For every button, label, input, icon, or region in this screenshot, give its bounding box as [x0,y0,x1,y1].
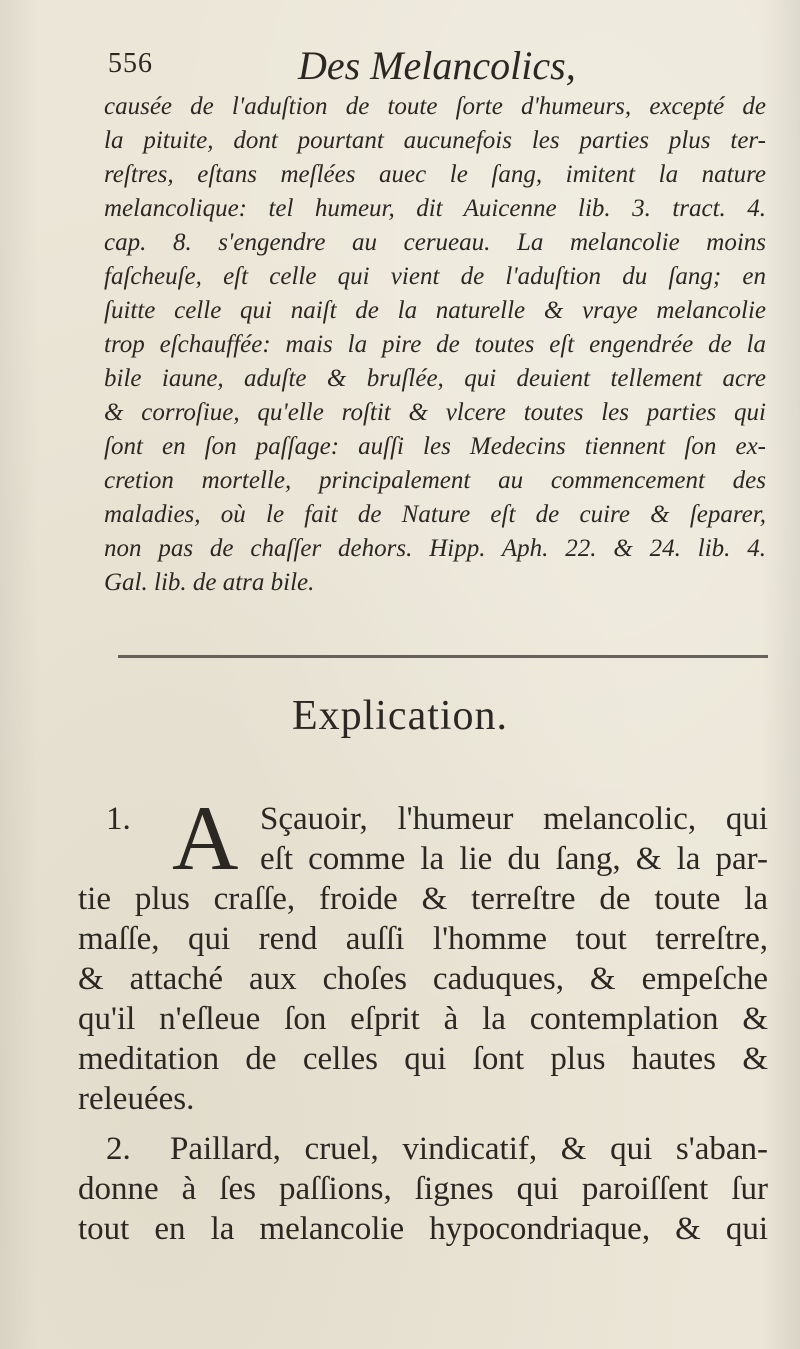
note-line: la pituite, dont pourtant aucunefois les parties plus ter- [104,127,766,154]
body-line: releuées. [78,1081,195,1117]
note-line: cretion mortelle, principalement au commencement des [104,467,766,494]
note-line: maladies, où le fait de Nature eſt de cuire & ſeparer, [104,501,766,528]
section-divider [118,655,768,658]
note-line: & corroſiue, qu'elle roſtit & vlcere toutes les parties qui [104,399,766,426]
note-line: melancolique: tel humeur, dit Auicenne lib. 3. tract. 4. [104,195,766,222]
note-line: faſcheuſe, eſt celle qui vient de l'aduſtion du ſang; en [104,263,766,290]
body-line: & attaché aux choſes caduques, & empeſche [78,961,768,997]
page-number: 556 [108,48,153,79]
body-line: tie plus craſſe, froide & terreſtre de toute la [78,881,768,917]
running-title: Des Melancolics, [298,43,576,88]
note-line: ſuitte celle qui naiſt de la naturelle & vraye melancolie [104,297,766,324]
body-line: eſt comme la lie du ſang, & la par- [260,841,768,877]
note-line: Gal. lib. de atra bile. [104,569,315,596]
body-line: donne à ſes paſſions, ſignes qui paroiſſent ſur [78,1171,768,1207]
note-line: non pas de chaſſer dehors. Hipp. Aph. 22. & 24. lib. 4. [104,535,766,562]
note-line: cap. 8. s'engendre au cerueau. La melancolie moins [104,229,766,256]
italic-note [104,92,766,612]
note-line: trop eſchauffée: mais la pire de toutes eſt engendrée de la [104,331,766,358]
section-title: Explication. [291,693,509,739]
note-line: causée de l'aduſtion de toute ſorte d'humeurs, excepté de [104,93,766,120]
note-line: reſtres, eſtans meſlées auec le ſang, imitent la nature [104,161,766,188]
body-line: qu'il n'eſleue ſon eſprit à la contemplation & [78,1001,768,1037]
note-line: ſont en ſon paſſage: auſſi les Medecins tiennent ſon ex- [104,433,766,460]
drop-cap-letter: A [172,787,239,889]
item-number: 2. [106,1131,131,1167]
note-line: bile iaune, aduſte & bruſlée, qui deuient tellement acre [104,365,766,392]
body-line: maſſe, qui rend auſſi l'homme tout terreſtre, [78,921,768,957]
body-line: Sçauoir, l'humeur melancolic, qui [260,801,768,837]
item-number: 1. [106,801,131,837]
body-line: tout en la melancolie hypocondriaque, & qui [78,1211,768,1247]
running-head [108,42,768,92]
body-line: Paillard, cruel, vindicatif, & qui s'aban- [170,1131,768,1167]
body-line: meditation de celles qui ſont plus hautes & [78,1041,768,1077]
